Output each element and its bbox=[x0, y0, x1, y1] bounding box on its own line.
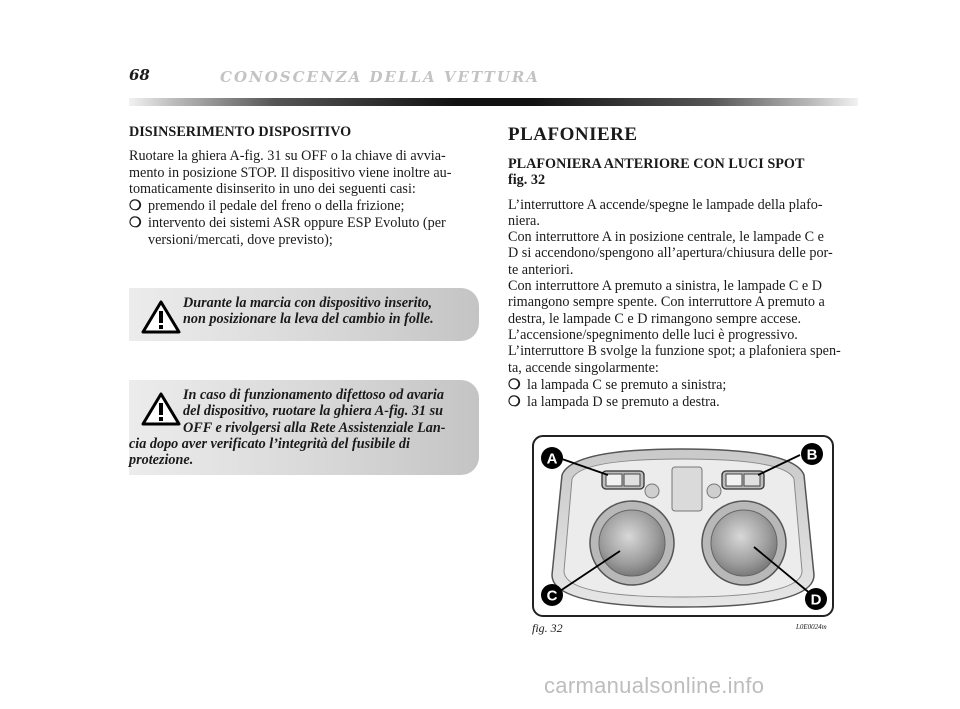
figure-32-ceiling-light bbox=[532, 435, 834, 617]
section-title: CONOSCENZA DELLA VETTURA bbox=[220, 68, 540, 86]
warning-text-line: In caso di funzionamento difettoso od avaria bbox=[183, 387, 444, 403]
warning-box-neutral-gear bbox=[129, 288, 479, 341]
switch-a-icon bbox=[602, 471, 644, 489]
warning-text-line: cia dopo aver verificato l’integrità del fusibile di bbox=[129, 435, 410, 452]
warning-text-line: non posizionare la leva del cambio in folle. bbox=[183, 311, 434, 328]
warning-text-line: del dispositivo, ruotare la ghiera A-fig. 31 su bbox=[183, 403, 443, 420]
warning-text-line: OFF e rivolgersi alla Rete Assistenziale Lan- bbox=[183, 419, 446, 436]
paragraph-plafoniera: L’interruttore A accende/spegne le lampade della plafo- niera. Con interruttore A in posizione centrale, le lampade C e D si accendono/spengono all’apertura/chiusura delle por- te anteriori. Con interruttore A premuto a sinistra, le lampade C e D rimangono sempre spente. Con interruttore A premuto a destra, le lampade C e D rimangono sempre accese. L’accensione/spegnimento delle luci è progressivo. L’interruttore B svolge la funzione spot; a plafoniera spen- ta, accende singolarmente: bbox=[508, 196, 841, 376]
warning-triangle-icon bbox=[141, 300, 181, 334]
warning-text-line: protezione. bbox=[129, 452, 194, 469]
bullet-icon: ❍ bbox=[129, 215, 142, 232]
bullet-icon: ❍ bbox=[129, 198, 142, 215]
warning-text-line: Durante la marcia con dispositivo inserito, bbox=[183, 295, 433, 311]
knob-left-icon bbox=[645, 484, 659, 498]
bullet-icon: ❍ bbox=[508, 394, 521, 411]
warning-triangle-icon bbox=[141, 392, 181, 426]
svg-text:C: C bbox=[546, 587, 558, 605]
watermark: carmanualsonline.info bbox=[544, 673, 765, 698]
callout-c bbox=[541, 584, 563, 606]
callout-d bbox=[805, 588, 827, 610]
knob-right-icon bbox=[707, 484, 721, 498]
page-number: 68 bbox=[129, 66, 150, 84]
list-item: ❍ intervento dei sistemi ASR oppure ESP Evoluto (per versioni/mercati, dove previsto); bbox=[129, 215, 446, 248]
paragraph-disinserimento: Ruotare la ghiera A-fig. 31 su OFF o la chiave di avvia- mento in posizione STOP. Il dispositivo viene inoltre au- tomaticamente disinserito in uno dei seguenti casi: bbox=[129, 148, 452, 197]
figure-code: L0E0024m bbox=[796, 623, 827, 631]
bullet-icon: ❍ bbox=[508, 376, 521, 393]
center-sensor bbox=[672, 467, 702, 511]
right-column bbox=[508, 124, 858, 411]
main-heading-plafoniere: PLAFONIERE bbox=[508, 124, 638, 145]
list-item: ❍ premendo il pedale del freno o della frizione; bbox=[129, 198, 405, 215]
subheading-plafoniera-anteriore: PLAFONIERA ANTERIORE CON LUCI SPOT fig. 32 bbox=[508, 156, 805, 189]
switch-b-icon bbox=[722, 471, 764, 489]
svg-text:D: D bbox=[810, 591, 822, 609]
warning-box-malfunction bbox=[129, 380, 479, 475]
left-column bbox=[129, 124, 479, 249]
lamp-c-icon bbox=[590, 501, 674, 585]
callout-a bbox=[541, 447, 563, 469]
svg-text:A: A bbox=[546, 450, 558, 468]
list-item: ❍ la lampada D se premuto a destra. bbox=[508, 394, 720, 411]
header-rule bbox=[129, 98, 858, 106]
figure-caption: fig. 32 bbox=[532, 621, 563, 635]
svg-text:B: B bbox=[806, 446, 818, 464]
lamp-d-icon bbox=[702, 501, 786, 585]
callout-b bbox=[801, 443, 823, 465]
list-item: ❍ la lampada C se premuto a sinistra; bbox=[508, 376, 727, 393]
section-heading-disinserimento: DISINSERIMENTO DISPOSITIVO bbox=[129, 124, 352, 140]
